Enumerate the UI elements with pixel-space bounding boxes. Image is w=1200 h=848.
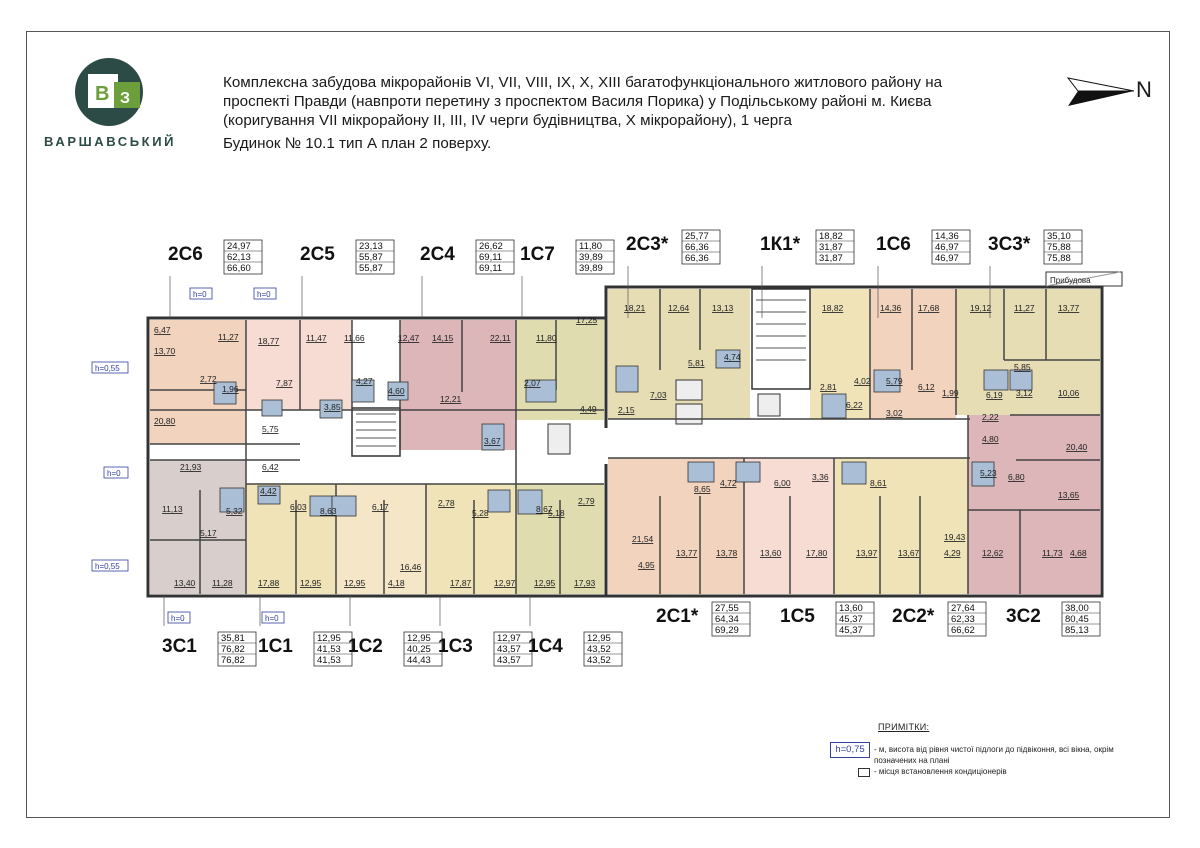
room-area: 1,96 [222, 384, 239, 394]
room-area: 4,49 [580, 404, 597, 414]
room-area: 22,11 [490, 333, 511, 343]
notes-h-sample: h=0,75 [830, 742, 870, 758]
apartment-3c1-zone [150, 460, 246, 594]
apartment-area-value: 26,62 [479, 241, 503, 252]
room-area: 18,21 [624, 303, 646, 313]
room-area: 6,19 [986, 390, 1003, 400]
apartment-area-value: 39,89 [579, 252, 603, 263]
room-area: 12,97 [494, 578, 516, 588]
room-area: 17,87 [450, 578, 472, 588]
room-area: 3,02 [886, 408, 903, 418]
room-area: 10,06 [1058, 388, 1080, 398]
room-area: 16,46 [400, 562, 422, 572]
room-area: 12,62 [982, 548, 1004, 558]
apartment-area-value: 18,82 [819, 231, 843, 242]
apartment-label-bottom-5 [656, 596, 750, 636]
apartment-area-value: 45,37 [839, 614, 863, 625]
h-mark-3: h=0,55 [95, 364, 120, 373]
room-area: 5,75 [262, 424, 279, 434]
apartment-labels-bottom [162, 596, 1100, 666]
room-area: 5,32 [226, 506, 243, 516]
apartment-area-value: 31,87 [819, 242, 843, 253]
apartment-area-value: 45,37 [839, 625, 863, 636]
room-area: 11,47 [306, 333, 327, 343]
room-area: 11,27 [218, 332, 239, 342]
apartment-area-value: 44,43 [407, 655, 431, 666]
apartment-area-value: 12,95 [317, 633, 341, 644]
notes-line-1: - м, висота від рівня чистої підлоги до підвіконня, всі вікна, окрім позначених на плані [874, 745, 1114, 765]
room-area: 12,95 [534, 578, 556, 588]
apartment-area-value: 12,95 [587, 633, 611, 644]
room-area: 8,63 [320, 506, 337, 516]
room-area: 17,93 [574, 578, 596, 588]
room-area: 2,81 [820, 382, 837, 392]
room-area: 4,95 [638, 560, 655, 570]
room-area: 4,02 [854, 376, 871, 386]
apartment-label-bottom-0 [162, 596, 256, 666]
apartment-code: 1С7 [520, 244, 555, 265]
apartment-area-value: 31,87 [819, 253, 843, 264]
room-area: 4,29 [944, 548, 961, 558]
h-mark-7: h=0 [265, 614, 279, 623]
room-area: 19,12 [970, 303, 992, 313]
room-area: 5,28 [472, 508, 489, 518]
room-area: 20,40 [1066, 442, 1088, 452]
room-area: 4,68 [1070, 548, 1087, 558]
apartment-code: 1С4 [528, 636, 563, 657]
room-area: 3,36 [812, 472, 829, 482]
apartment-code: 1С6 [876, 234, 911, 255]
title-line-1: Комплексна забудова мікрорайонів VI, VII, VIII, IX, X, XIII багатофункціонального житлового району на [223, 74, 943, 91]
apartment-code: 1С1 [258, 636, 293, 657]
room-area: 2,15 [618, 405, 635, 415]
room-area: 6,00 [774, 478, 791, 488]
room-area: 7,87 [276, 378, 293, 388]
apartment-label-top-3 [520, 240, 614, 318]
apartment-area-value: 75,88 [1047, 253, 1071, 264]
room-area: 19,43 [944, 532, 966, 542]
room-area: 2,79 [578, 496, 595, 506]
room-area: 6,22 [846, 400, 863, 410]
apartment-area-value: 66,62 [951, 625, 975, 636]
apartment-code: 3С2 [1006, 606, 1041, 627]
room-area: 6,17 [372, 502, 389, 512]
h-mark-2: h=0 [257, 290, 271, 299]
apartment-label-top-0 [168, 240, 262, 318]
apartment-code: 1С2 [348, 636, 383, 657]
room-area: 5,79 [886, 376, 903, 386]
apartment-area-value: 12,95 [407, 633, 431, 644]
room-area: 21,54 [632, 534, 654, 544]
room-area: 7,03 [650, 390, 667, 400]
room-area: 13,67 [898, 548, 920, 558]
room-area: 4,27 [356, 376, 373, 386]
apartment-area-value: 69,11 [479, 263, 503, 274]
h-mark-4: h=0 [107, 469, 121, 478]
apartment-area-value: 66,36 [685, 253, 709, 264]
apartment-area-value: 13,60 [839, 603, 863, 614]
stair-core-left [352, 408, 400, 456]
room-area: 5,85 [1014, 362, 1031, 372]
room-area: 20,80 [154, 416, 176, 426]
room-area: 12,47 [398, 333, 420, 343]
room-area: 17,25 [576, 315, 598, 325]
room-area: 3,12 [1016, 388, 1033, 398]
apartment-code: 3С3* [988, 234, 1031, 255]
room-area: 12,95 [344, 578, 366, 588]
notes-title: ПРИМІТКИ: [878, 722, 930, 732]
room-area: 13,70 [154, 346, 176, 356]
title-line-3: (коригування VII мікрорайону II, III, IV черги будівництва, X мікрорайону), 1 черга [223, 112, 792, 129]
apartment-label-bottom-3 [438, 596, 532, 666]
apartment-code: 1С5 [780, 606, 815, 627]
logo-letter-z: З [120, 90, 131, 107]
room-area: 13,77 [676, 548, 698, 558]
document-subtitle: Будинок № 10.1 тип А план 2 поверху. [223, 135, 492, 152]
apartment-code: 2С6 [168, 244, 203, 265]
apartment-area-value: 46,97 [935, 242, 959, 253]
apartment-area-value: 62,33 [951, 614, 975, 625]
room-area: 11,27 [1014, 303, 1035, 313]
room-area: 13,77 [1058, 303, 1080, 313]
apartment-area-value: 66,60 [227, 263, 251, 274]
apartment-code: 2С3* [626, 234, 669, 255]
apartment-label-bottom-8 [1006, 596, 1100, 636]
h-mark-1: h=0 [193, 290, 207, 299]
annex-label: Прибудова [1050, 276, 1091, 285]
room-area: 11,28 [212, 578, 233, 588]
apartment-area-value: 35,81 [221, 633, 245, 644]
apartment-area-value: 43,52 [587, 644, 611, 655]
room-area: 8,61 [870, 478, 887, 488]
apartment-label-bottom-7 [892, 596, 986, 636]
apartment-area-value: 69,29 [715, 625, 739, 636]
room-area: 11,73 [1042, 548, 1063, 558]
room-area: 13,40 [174, 578, 196, 588]
apartment-area-value: 55,87 [359, 263, 383, 274]
apartment-label-bottom-6 [780, 596, 874, 636]
room-area: 4,74 [724, 352, 741, 362]
room-area: 17,80 [806, 548, 828, 558]
apartment-area-value: 23,13 [359, 241, 383, 252]
room-area: 12,21 [440, 394, 462, 404]
apartment-code: 1С3 [438, 636, 473, 657]
room-area: 13,97 [856, 548, 878, 558]
room-area: 5,81 [688, 358, 705, 368]
apartment-area-value: 41,53 [317, 655, 341, 666]
room-area: 12,95 [300, 578, 322, 588]
apartment-code: 2С1* [656, 606, 699, 627]
stair-core-right [752, 289, 810, 389]
apartment-code: 2С2* [892, 606, 935, 627]
apartment-area-value: 46,97 [935, 253, 959, 264]
apartment-area-value: 43,57 [497, 644, 521, 655]
room-area: 11,13 [162, 504, 183, 514]
apartment-label-bottom-1 [258, 596, 352, 666]
room-area: 17,68 [918, 303, 940, 313]
ac-unit-icon [858, 768, 870, 777]
room-area: 6,42 [262, 462, 279, 472]
apartment-area-value: 76,82 [221, 644, 245, 655]
apartment-area-value: 11,80 [579, 241, 603, 252]
room-area: 13,60 [760, 548, 782, 558]
room-area: 6,12 [918, 382, 935, 392]
apartment-area-value: 75,88 [1047, 242, 1071, 253]
apartment-area-value: 64,34 [715, 614, 739, 625]
apartment-area-value: 62,13 [227, 252, 251, 263]
apartment-area-value: 43,57 [497, 655, 521, 666]
room-area: 6,47 [154, 325, 171, 335]
north-label: N [1136, 77, 1152, 102]
room-area: 3,67 [484, 436, 501, 446]
apartment-area-value: 43,52 [587, 655, 611, 666]
room-area: 8,67 [536, 504, 553, 514]
logo-letter-v: В [95, 83, 110, 105]
title-line-2: проспекті Правди (навпроти перетину з проспектом Василя Порика) у Подільському районі м. Києва [223, 93, 932, 110]
apartment-area-value: 25,77 [685, 231, 709, 242]
room-area: 12,64 [668, 303, 690, 313]
room-area: 13,13 [712, 303, 734, 313]
room-area: 5,18 [548, 508, 565, 518]
apartment-code: 3С1 [162, 636, 197, 657]
notes-line-2: - місця встановлення кондиціонерів [874, 767, 1007, 776]
apartment-area-value: 76,82 [221, 655, 245, 666]
room-area: 13,78 [716, 548, 738, 558]
room-area: 5,17 [200, 528, 217, 538]
room-area: 6,03 [290, 502, 307, 512]
apartment-area-value: 41,53 [317, 644, 341, 655]
apartment-area-value: 55,87 [359, 252, 383, 263]
room-area: 4,18 [388, 578, 405, 588]
apartment-area-value: 40,25 [407, 644, 431, 655]
apartment-area-value: 14,36 [935, 231, 959, 242]
room-area: 17,88 [258, 578, 280, 588]
apartment-area-value: 27,64 [951, 603, 975, 614]
room-area: 5,23 [980, 468, 997, 478]
apartment-label-bottom-4 [528, 596, 622, 666]
apartment-area-value: 38,00 [1065, 603, 1089, 614]
room-area: 2,22 [982, 412, 999, 422]
room-area: 8,65 [694, 484, 711, 494]
apartment-area-value: 24,97 [227, 241, 251, 252]
room-area: 21,93 [180, 462, 202, 472]
room-area: 11,66 [344, 333, 365, 343]
room-area: 14,36 [880, 303, 902, 313]
room-area: 18,82 [822, 303, 844, 313]
apartment-area-value: 80,45 [1065, 614, 1089, 625]
brand-name: ВАРШАВСЬКИЙ [44, 134, 177, 149]
apartment-label-top-1 [300, 240, 394, 318]
room-area: 4,80 [982, 434, 999, 444]
room-area: 1,99 [942, 388, 959, 398]
apartment-area-value: 69,11 [479, 252, 503, 263]
apartment-2c5-zone [246, 320, 352, 410]
apartment-area-value: 39,89 [579, 263, 603, 274]
h-mark-5: h=0,55 [95, 562, 120, 571]
apartment-area-value: 66,36 [685, 242, 709, 253]
room-area: 2,07 [524, 378, 541, 388]
room-area: 2,78 [438, 498, 455, 508]
apartment-label-bottom-2 [348, 596, 442, 666]
apartment-area-value: 27,55 [715, 603, 739, 614]
apartment-area-value: 35,10 [1047, 231, 1071, 242]
room-area: 4,60 [388, 386, 405, 396]
apartment-code: 1К1* [760, 234, 801, 255]
apartment-area-value: 12,97 [497, 633, 521, 644]
apartment-label-top-2 [420, 240, 514, 318]
room-area: 2,72 [200, 374, 217, 384]
room-area: 13,65 [1058, 490, 1080, 500]
h-mark-6: h=0 [171, 614, 185, 623]
room-area: 6,80 [1008, 472, 1025, 482]
room-area: 18,77 [258, 336, 280, 346]
apartment-area-value: 85,13 [1065, 625, 1089, 636]
room-area: 14,15 [432, 333, 454, 343]
apartment-code: 2С5 [300, 244, 335, 265]
room-area: 4,72 [720, 478, 737, 488]
room-area: 3,85 [324, 402, 341, 412]
room-area: 11,80 [536, 333, 557, 343]
room-area: 4,42 [260, 486, 277, 496]
apartment-code: 2С4 [420, 244, 455, 265]
